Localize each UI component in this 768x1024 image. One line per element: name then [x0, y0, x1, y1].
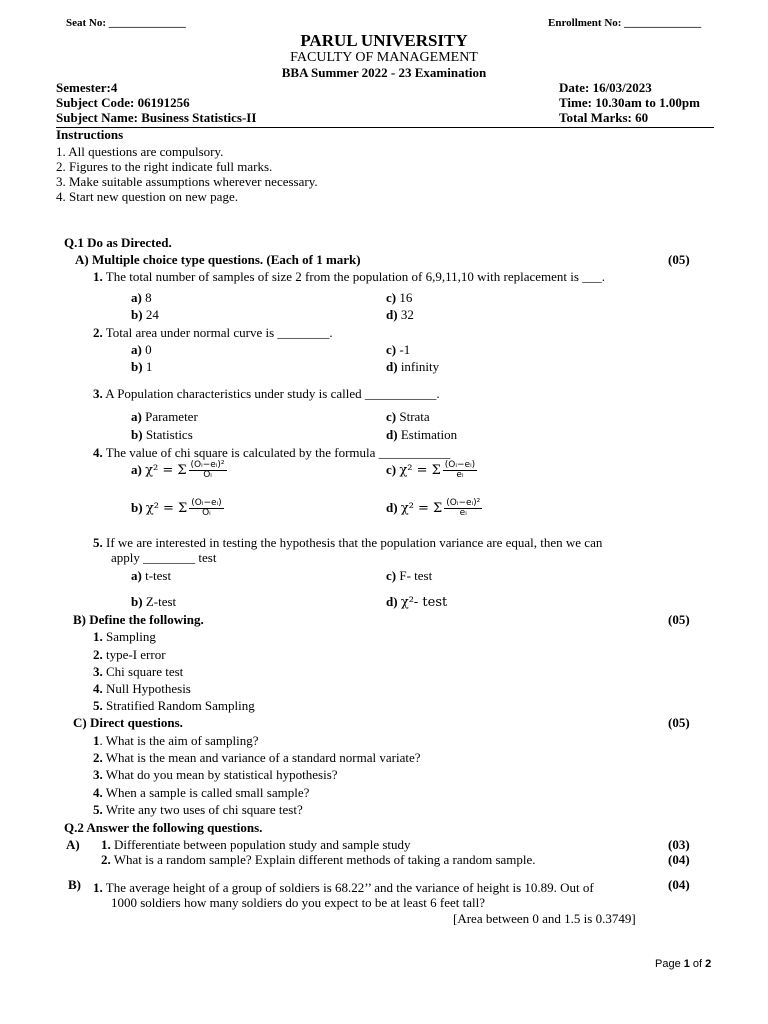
university-name: PARUL UNIVERSITY: [300, 31, 468, 50]
instruction-item: 2. Figures to the right indicate full marks.: [56, 159, 273, 174]
direct-question: 1. What is the aim of sampling?: [93, 733, 259, 748]
q1b-title: B) Define the following.: [73, 612, 204, 627]
formula-option: [131, 461, 227, 481]
q1b-marks: (05): [668, 612, 690, 627]
option-key: d): [386, 499, 398, 515]
mcq-number: 2.: [93, 325, 103, 340]
formula-lhs: χ² = Σ: [399, 462, 441, 478]
q2a-label: A): [66, 837, 80, 852]
mcq-text-cont: apply ________ test: [111, 550, 217, 565]
option-key: a): [131, 409, 142, 424]
mcq-text: The total number of samples of size 2 from the population of 6,9,11,10 with replacement is ___.: [102, 269, 605, 284]
mcq-text: Total area under normal curve is ________.: [102, 325, 333, 340]
option-key: d): [386, 427, 398, 442]
option-key: a): [131, 290, 142, 305]
mcq-option: b) Z-test: [131, 594, 177, 609]
header-divider: [56, 127, 714, 128]
total-marks: Total Marks: 60: [559, 110, 649, 125]
formula-lhs: χ² = Σ: [145, 462, 187, 478]
option-key: b): [131, 307, 143, 322]
mcq-number: 3.: [93, 386, 103, 401]
q2b-question-cont: 1000 soldiers how many soldiers do you expect to be at least 6 feet tall?: [111, 895, 486, 910]
formula-fraction: $\frac{\text{(Oᵢ−eᵢ)²}}{\text{eᵢ}}$: [446, 498, 481, 519]
mcq-5: [93, 536, 602, 551]
mcq-option: d) infinity: [386, 359, 440, 374]
mcq-text: If we are interested in testing the hypothesis that the population variance are equal, then we can: [102, 535, 603, 550]
subject-name: Subject Name: Business Statistics-II: [56, 110, 257, 125]
mcq-text: A Population characteristics under study is called ___________.: [102, 386, 440, 401]
mcq-option: c) 16: [386, 290, 413, 305]
page-number: Page 1 of 2: [655, 958, 712, 970]
formula-option: [386, 461, 477, 481]
exam-date: Date: 16/03/2023: [559, 80, 652, 95]
q2b-question: 1. The average height of a group of soldiers is 68.22’’ and the variance of height is 10.89. Out of: [93, 880, 594, 895]
q1-title: Q.1 Do as Directed.: [64, 235, 172, 250]
formula-option: [131, 499, 224, 519]
mcq-option: a) Parameter: [131, 409, 198, 424]
q2-title: Q.2 Answer the following questions.: [64, 820, 263, 835]
option-key: a): [131, 342, 142, 357]
mcq-4: [93, 446, 450, 461]
mcq-3: [93, 387, 440, 402]
mcq-option: b) 24: [131, 307, 159, 322]
semester: Semester:4: [56, 80, 118, 95]
exam-title: BBA Summer 2022 - 23 Examination: [281, 65, 487, 80]
mcq-option: c) -1: [386, 342, 411, 357]
mcq-2: [93, 326, 333, 341]
option-key: d): [386, 359, 398, 374]
option-key: b): [131, 427, 143, 442]
mcq-number: 4.: [93, 445, 103, 460]
formula-fraction: $\frac{\text{(Oᵢ−eᵢ)}}{\text{eᵢ}}$: [444, 460, 476, 481]
mcq-option: c) Strata: [386, 409, 430, 424]
q1c-title: C) Direct questions.: [73, 715, 183, 730]
option-key: d): [386, 307, 398, 322]
mcq-option: b) Statistics: [131, 427, 193, 442]
enrollment-no: Enrollment No: ______________: [548, 17, 702, 29]
define-item: 5. Stratified Random Sampling: [93, 698, 255, 713]
direct-question: 5. Write any two uses of chi square test?: [93, 802, 303, 817]
instruction-item: 3. Make suitable assumptions wherever necessary.: [56, 174, 318, 189]
exam-time: Time: 10.30am to 1.00pm: [559, 95, 700, 110]
mcq-number: 5.: [93, 535, 103, 550]
define-item: 4. Null Hypothesis: [93, 681, 191, 696]
q2a-item: 1. Differentiate between population study and sample study: [101, 837, 411, 852]
q1a-title: A) Multiple choice type questions. (Each of 1 mark): [75, 252, 361, 267]
mcq-option: c) F- test: [386, 568, 433, 583]
option-key: a): [131, 568, 142, 583]
mcq-option: a) t-test: [131, 568, 172, 583]
mcq-option: d) χ²- test: [386, 594, 448, 610]
mcq-option: b) 1: [131, 359, 153, 374]
instruction-item: 1. All questions are compulsory.: [56, 144, 224, 159]
mcq-1: [93, 270, 605, 285]
formula-fraction: $\frac{\text{(Oᵢ−eᵢ)}}{\text{Oᵢ}}$: [191, 498, 222, 519]
direct-question: 3. What do you mean by statistical hypothesis?: [93, 767, 338, 782]
q1c-marks: (05): [668, 715, 690, 730]
option-key: c): [386, 409, 397, 424]
seat-no: Seat No: ______________: [66, 17, 186, 29]
direct-question: 2. What is the mean and variance of a standard normal variate?: [93, 750, 421, 765]
q2b-label: B): [68, 877, 81, 892]
option-key: d): [386, 594, 398, 609]
formula-fraction: $\frac{\text{(Oᵢ−eᵢ)²}}{\text{Oᵢ}}$: [190, 460, 225, 481]
option-key: b): [131, 594, 143, 609]
define-item: 1. Sampling: [93, 629, 156, 644]
option-key: c): [386, 461, 397, 477]
q2a-item-marks: (03): [668, 837, 690, 852]
formula-lhs: χ² = Σ: [145, 500, 188, 516]
q2b-marks: (04): [668, 877, 690, 892]
instructions-title: Instructions: [56, 127, 124, 142]
q1a-marks: (05): [668, 252, 690, 267]
mcq-text: The value of chi square is calculated by the formula ___________: [102, 445, 451, 460]
option-key: c): [386, 568, 397, 583]
formula-lhs: χ² = Σ: [400, 500, 443, 516]
mcq-option: d) Estimation: [386, 427, 458, 442]
option-key: c): [386, 342, 397, 357]
mcq-option: a) 0: [131, 342, 152, 357]
instruction-item: 4. Start new question on new page.: [56, 189, 238, 204]
formula-option: [386, 499, 482, 519]
option-key: c): [386, 290, 397, 305]
define-item: 3. Chi square test: [93, 664, 184, 679]
define-item: 2. type-I error: [93, 647, 166, 662]
direct-question: 4. When a sample is called small sample?: [93, 785, 310, 800]
subject-code: Subject Code: 06191256: [56, 95, 190, 110]
mcq-number: 1.: [93, 269, 103, 284]
q2a-item: 2. What is a random sample? Explain different methods of taking a random sample.: [101, 852, 536, 867]
faculty-name: FACULTY OF MANAGEMENT: [290, 50, 478, 65]
mcq-option: a) 8: [131, 290, 152, 305]
mcq-option: d) 32: [386, 307, 414, 322]
option-key: b): [131, 499, 143, 515]
q2a-item-marks: (04): [668, 852, 690, 867]
option-key: b): [131, 359, 143, 374]
q2b-note: [Area between 0 and 1.5 is 0.3749]: [453, 911, 636, 926]
option-key: a): [131, 461, 142, 477]
